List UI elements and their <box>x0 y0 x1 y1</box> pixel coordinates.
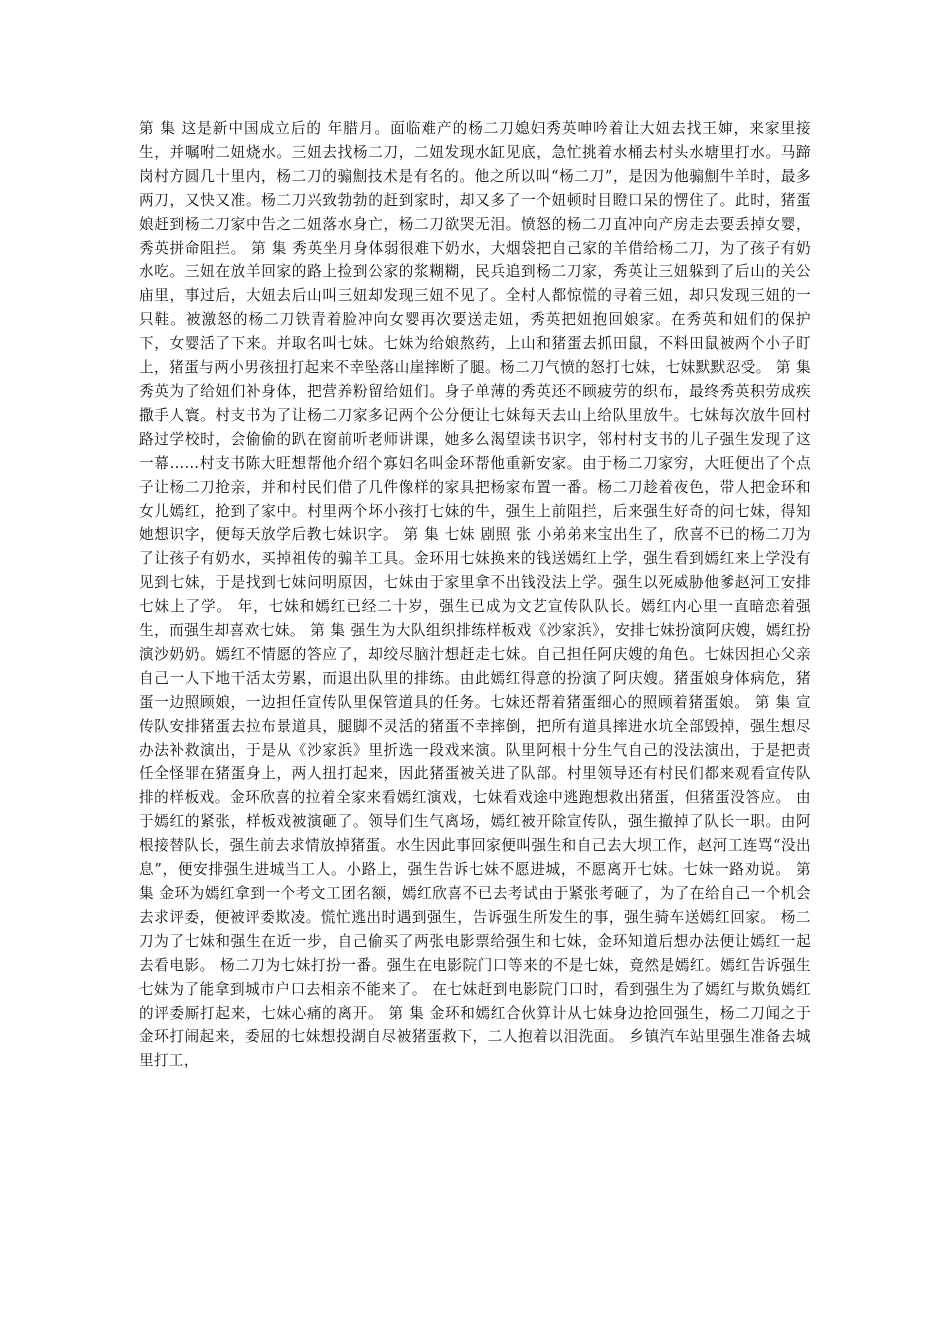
synopsis-paragraph: 第 集 这是新中国成立后的 年腊月。面临难产的杨二刀媳妇秀英呻吟着让大妞去找王婶，来家里接生，并嘱咐二妞烧水。三妞去找杨二刀，二妞发现水缸见底，急忙挑着水桶去村头水塘里打水。马蹄岗村方圆几十里内，杨二刀的骟劁技术是有名的。他之所以叫“杨二刀”，是因为他骟劁牛羊时，最多两刀，又快又准。杨二刀兴致勃勃的赶到家时，却又多了一个妞顿时目瞪口呆的愣住了。此时，猪蛋娘赶到杨二刀家中告之二妞落水身亡，杨二刀欲哭无泪。愤怒的杨二刀直冲向产房走去要丢掉女婴，秀英拼命阻拦。 第 集 秀英坐月身体弱很难下奶水，大烟袋把自己家的羊借给杨二刀，为了孩子有奶水吃。三妞在放羊回家的路上捡到公家的浆糊糊，民兵追到杨二刀家，秀英让三妞躲到了后山的关公庙里，事过后，大妞去后山叫三妞却发现三妞不见了。全村人都惊慌的寻着三妞，却只发现三妞的一只鞋。被激怒的杨二刀铁青着脸冲向女婴再次要送走妞，秀英把妞抱回娘家。在秀英和妞们的保护下，女婴活了下来。并取名叫七妹。七妹为给娘熬药，上山和猪蛋去抓田鼠，不料田鼠被两个小子盯上，猪蛋与两小男孩扭打起来不幸坠落山崖摔断了腿。杨二刀气愤的怒打七妹，七妹默默忍受。 第 集 秀英为了给妞们补身体，把营养粉留给妞们。身子单薄的秀英还不顾疲劳的织布，最终秀英积劳成疾撒手人寰。村支书为了让杨二刀家多记两个公分便让七妹每天去山上给队里放牛。七妹每次放牛回村路过学校时，会偷偷的趴在窗前听老师讲课，她多么渴望读书识字，邻村村支书的儿子强生发现了这一幕……村支书陈大旺想帮他介绍个寡妇名叫金环帮他重新安家。由于杨二刀家穷，大旺便出了个点子让杨二刀抢亲，并和村民们借了几件像样的家具把杨家布置一番。杨二刀趁着夜色，带人把金环和女儿嫣红，抢到了家中。村里两个坏小孩打七妹的牛，强生上前阻拦，后来强生好奇的问七妹，得知她想识字，便每天放学后教七妹识字。 第 集 七妹 剧照 张 小弟弟来宝出生了，欣喜不已的杨二刀为了让孩子有奶水，买掉祖传的骟羊工具。金环用七妹换来的钱送嫣红上学，强生看到嫣红来上学没有见到七妹，于是找到七妹问明原因，七妹由于家里拿不出钱没法上学。强生以死威胁他爹赵河工安排七妹上了学。 年，七妹和嫣红已经二十岁，强生已成为文艺宣传队队长。嫣红内心里一直暗恋着强生，而强生却喜欢七妹。 第 集 强生为大队组织排练样板戏《沙家浜》，安排七妹扮演阿庆嫂，嫣红扮演沙奶奶。嫣红不情愿的答应了，却绞尽脑汁想赶走七妹。自己担任阿庆嫂的角色。七妹因担心父亲自己一人下地干活太劳累，而退出队里的排练。由此嫣红得意的扮演了阿庆嫂。猪蛋娘身体病危，猪蛋一边照顾娘，一边担任宣传队里保管道具的任务。七妹还帮着猪蛋细心的照顾着猪蛋娘。 第 集 宣传队安排猪蛋去拉布景道具，腿脚不灵活的猪蛋不幸摔倒，把所有道具摔进水坑全部毁掉，强生想尽办法补救演出，于是从《沙家浜》里折选一段戏来演。队里阿根十分生气自己的没法演出，于是把责任全怪罪在猪蛋身上，两人扭打起来，因此猪蛋被关进了队部。村里领导还有村民们都来观看宣传队排的样板戏。金环欣喜的拉着全家来看嫣红演戏，七妹看戏途中逃跑想救出猪蛋，但猪蛋没答应。 由于嫣红的紧张，样板戏被演砸了。领导们生气离场，嫣红被开除宣传队，强生撤掉了队长一职。由阿根接替队长，强生前去求情放掉猪蛋。水生因此事回家便叫强生和自己去大坝工作，赵河工连骂“没出息”，便安排强生进城当工人。小路上，强生告诉七妹不愿进城，不愿离开七妹。七妹一路劝说。 第 集 金环为嫣红拿到一个考文工团名额，嫣红欣喜不已去考试由于紧张考砸了，为了在给自己一个机会去求评委，便被评委欺凌。慌忙逃出时遇到强生，告诉强生所发生的事，强生骑车送嫣红回家。 杨二刀为了七妹和强生在近一步，自己偷买了两张电影票给强生和七妹，金环知道后想办法便让嫣红一起去看电影。 杨二刀为七妹打扮一番。强生在电影院门口等来的不是七妹，竟然是嫣红。嫣红告诉强生七妹为了能拿到城市户口去相亲不能来了。 在七妹赶到电影院门口时，看到强生为了嫣红与欺负嫣红的评委厮打起来，七妹心痛的离开。 第 集 金环和嫣红合伙算计从七妹身边抢回强生，杨二刀闻之于金环打闹起来，委屈的七妹想投湖自尽被猪蛋救下，二人抱着以泪洗面。 乡镇汽车站里强生准备去城里打工， <box>139 120 811 1070</box>
